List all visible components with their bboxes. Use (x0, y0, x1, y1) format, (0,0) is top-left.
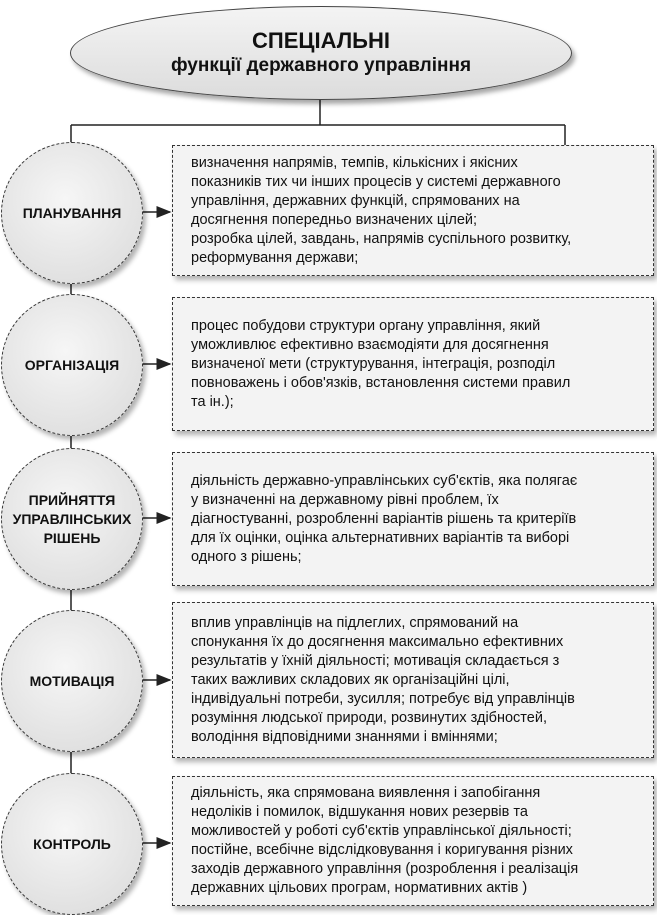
title-subtitle: функції державного управління (170, 55, 472, 76)
function-circle-decisions (1, 448, 143, 590)
function-description-decisions: діяльність державно-управлінських суб'єктів, яка полягає у визначенні на державному рівні проблем, їх діагностуванні, розробленні варіантів рішень та критеріїв для їх оцінки, оцінка альтернативних варіантів та виборі одного з рішень; (172, 452, 654, 586)
function-description-control: діяльність, яка спрямована виявлення і запобігання недоліків і помилок, відшукання нових резервів та можливостей у роботі суб'єктів управлінської діяльності; постійне, всебічне відслідковування і коригування різних заходів державного управління (розроблення і реалізація державних цільових програм, нормативних актів ) (172, 776, 654, 906)
function-description-planning: визначення напрямів, темпів, кількісних і якісних показників тих чи інших процесів у системі державного управління, державних функцій, спрямованих на досягнення попередньо визначених цілей; розробка цілей, завдань, напрямів суспільного розвитку, реформування держави; (172, 145, 654, 276)
function-description-motivation: вплив управлінців на підлеглих, спрямований на спонукання їх до досягнення максимально ефективних результатів у їхній діяльності; мотивація складається з таких важливих складових як організаційні цілі, індивідуальні потреби, зусилля; потребує від управлінців розуміння людської природи, розвинутих здібностей, володіння відповідними знаннями і вміннями; (172, 602, 654, 758)
function-label-control: КОНТРОЛЬ (33, 835, 111, 852)
function-label-planning: ПЛАНУВАННЯ (22, 204, 122, 221)
function-label-organization: ОРГАНІЗАЦІЯ (24, 356, 120, 373)
title-ellipse (70, 6, 572, 100)
function-circle-organization (1, 294, 143, 436)
function-label-motivation: МОТИВАЦІЯ (29, 672, 115, 689)
function-label-decisions: ПРИЙНЯТТЯ УПРАВЛІНСЬКИХ РІШЕНЬ (12, 491, 132, 546)
function-circle-motivation (1, 610, 143, 752)
function-description-organization: процес побудови структури органу управління, який уможливлює ефективно взаємодіяти для досягнення визначеної мети (структурування, інтеграція, розподіл повноважень і обов'язків, встановлення системи правил та ін.); (172, 297, 654, 431)
function-circle-control (1, 773, 143, 915)
title-main: СПЕЦІАЛЬНІ (252, 28, 390, 53)
function-circle-planning (1, 142, 143, 284)
